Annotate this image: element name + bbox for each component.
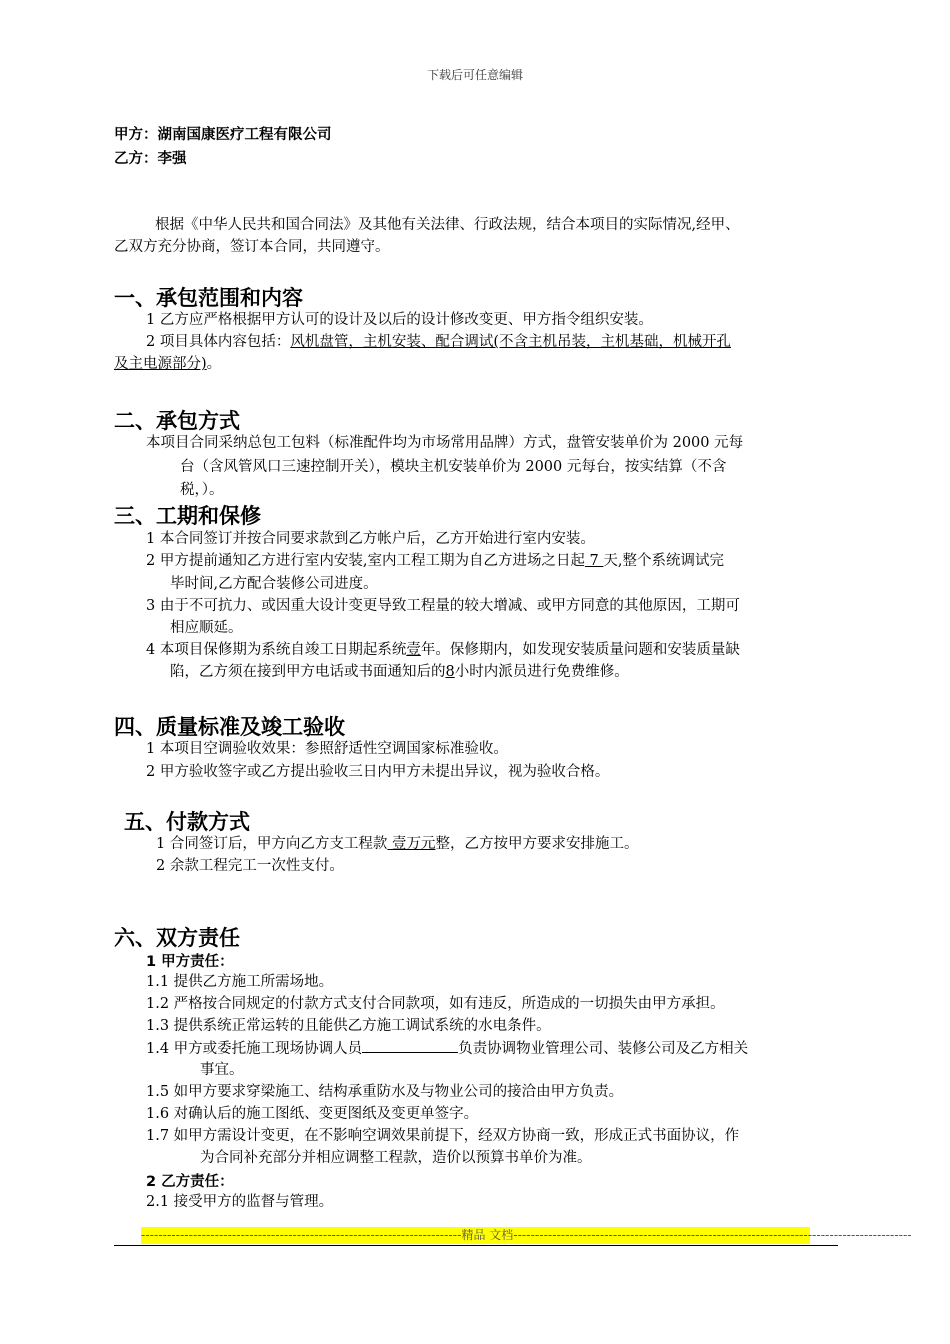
s1-item-1: 1 乙方应严格根据甲方认可的设计及以后的设计修改变更、甲方指令组织安装。 (146, 312, 653, 328)
section-1-title: 一、承包范围和内容 (114, 286, 303, 310)
s6-a4-line-1 (146, 1037, 748, 1060)
page-header: 下载后可任意编辑 (426, 68, 523, 82)
s4-item-1: 1 本项目空调验收效果：参照舒适性空调国家标准验收。 (146, 741, 508, 757)
s6-a7-line-1: 1.7 如甲方需设计变更，在不影响空调效果前提下，经双方协商一致，形成正式书面协议，作 (146, 1128, 740, 1144)
s3-item-4b-post: 小时内派员进行免费维修。 (454, 664, 629, 680)
s6-a4-blank (362, 1037, 458, 1053)
s3-item-3-line-2: 相应顺延。 (170, 620, 243, 636)
s5-item-1-pre: 1 合同签订后，甲方向乙方支工程款 (156, 836, 388, 852)
s6-b1: 2.1 接受甲方的监督与管理。 (146, 1194, 334, 1210)
section-5-title: 五、付款方式 (124, 810, 250, 834)
party-a: 甲方：湖南国康医疗工程有限公司 (114, 127, 332, 143)
s1-item-2-end: 。 (206, 356, 222, 372)
section-4-title: 四、质量标准及竣工验收 (114, 715, 345, 739)
section-2-title: 二、承包方式 (114, 409, 240, 433)
s3-item-4-line-2 (170, 661, 629, 683)
section-3-title: 三、工期和保修 (114, 504, 261, 528)
s2-line-2: 台（含风管风口三速控制开关），模块主机安装单价为 2000 元每台，按实结算（不含 (180, 459, 727, 475)
s1-item-2-scope-cont: 及主电源部分) (114, 356, 207, 372)
s1-item-2-line-1 (146, 331, 731, 353)
s5-item-1 (156, 833, 638, 855)
s6-party-a-title: 1 甲方责任： (146, 954, 234, 970)
s3-item-2-post: 天,整个系统调试完 (603, 553, 725, 569)
s5-item-2: 2 余款工程完工一次性支付。 (156, 858, 344, 874)
s6-a4-post: 负责协调物业管理公司、装修公司及乙方相关 (458, 1041, 749, 1057)
s6-a4-line-2: 事宜。 (200, 1062, 244, 1078)
s3-item-4-hours: 8 (445, 664, 455, 680)
s4-item-2: 2 甲方验收签字或乙方提出验收三日内甲方未提出异议，视为验收合格。 (146, 764, 610, 780)
s3-item-4-post: 年。保修期内，如发现安装质量问题和安装质量缺 (420, 642, 740, 658)
s3-item-2-pre: 2 甲方提前通知乙方进行室内安装,室内工程工期为自乙方进场之日起 (146, 553, 585, 569)
s6-a1: 1.1 提供乙方施工所需场地。 (146, 974, 334, 990)
s6-a2: 1.2 严格按合同规定的付款方式支付合同款项，如有违反，所造成的一切损失由甲方承担。 (146, 996, 725, 1012)
intro-line-2: 乙双方充分协商，签订本合同，共同遵守。 (114, 239, 390, 255)
footer-dashes-left: -------------------------------------------------------------------------- (141, 1228, 462, 1242)
s3-item-4-pre: 4 本项目保修期为系统自竣工日期起系统 (146, 642, 407, 658)
intro-line-1: 根据《中华人民共和国合同法》及其他有关法律、行政法规，结合本项目的实际情况,经甲、 (155, 217, 740, 233)
s3-item-3-line-1: 3 由于不可抗力、或因重大设计变更导致工程量的较大增减、或甲方同意的其他原因，工期可 (146, 598, 740, 614)
s1-item-2-scope: 风机盘管，主机安装、配合调试(不含主机吊装，主机基础，机械开孔 (290, 334, 731, 350)
s3-item-2-days: 7 (584, 553, 604, 569)
party-b: 乙方：李强 (114, 151, 187, 167)
s1-item-2-line-2 (114, 353, 221, 375)
s6-a7-line-2: 为合同补充部分并相应调整工程款，造价以预算书单价为准。 (200, 1150, 592, 1166)
s3-item-1: 1 本合同签订并按合同要求款到乙方帐户后，乙方开始进行室内安装。 (146, 531, 595, 547)
s3-item-4-years: 壹 (406, 642, 421, 658)
footer-rule (114, 1245, 838, 1246)
s2-line-3: 税，）。 (180, 482, 224, 498)
s6-party-b-title: 2 乙方责任： (146, 1174, 234, 1190)
s3-item-2-line-2: 毕时间,乙方配合装修公司进度。 (170, 576, 378, 592)
footer-label: 精品 文档 (461, 1228, 514, 1242)
s1-item-2-prefix: 2 项目具体内容包括： (146, 334, 291, 350)
section-6-title: 六、双方责任 (114, 926, 240, 950)
s3-item-4-line-1 (146, 639, 740, 661)
s6-a3: 1.3 提供系统正常运转的且能供乙方施工调试系统的水电条件。 (146, 1018, 551, 1034)
footer-bar (141, 1227, 912, 1244)
s6-a6: 1.6 对确认后的施工图纸、变更图纸及变更单签字。 (146, 1106, 479, 1122)
s2-line-1: 本项目合同采纳总包工包料（标准配件均为市场常用品牌）方式，盘管安装单价为 2000 元每 (146, 435, 744, 451)
footer-dashes-right: -------------------------------------------------------------------------------------------- (513, 1228, 912, 1242)
s5-item-1-post: 整，乙方按甲方要求安排施工。 (435, 836, 639, 852)
s5-item-1-amount: 壹万元 (387, 836, 436, 852)
s6-a4-pre: 1.4 甲方或委托施工现场协调人员 (146, 1041, 363, 1057)
s6-a5: 1.5 如甲方要求穿梁施工、结构承重防水及与物业公司的接洽由甲方负责。 (146, 1084, 624, 1100)
s3-item-2-line-1 (146, 550, 724, 572)
s3-item-4b-pre: 陷，乙方须在接到甲方电话或书面通知后的 (170, 664, 446, 680)
